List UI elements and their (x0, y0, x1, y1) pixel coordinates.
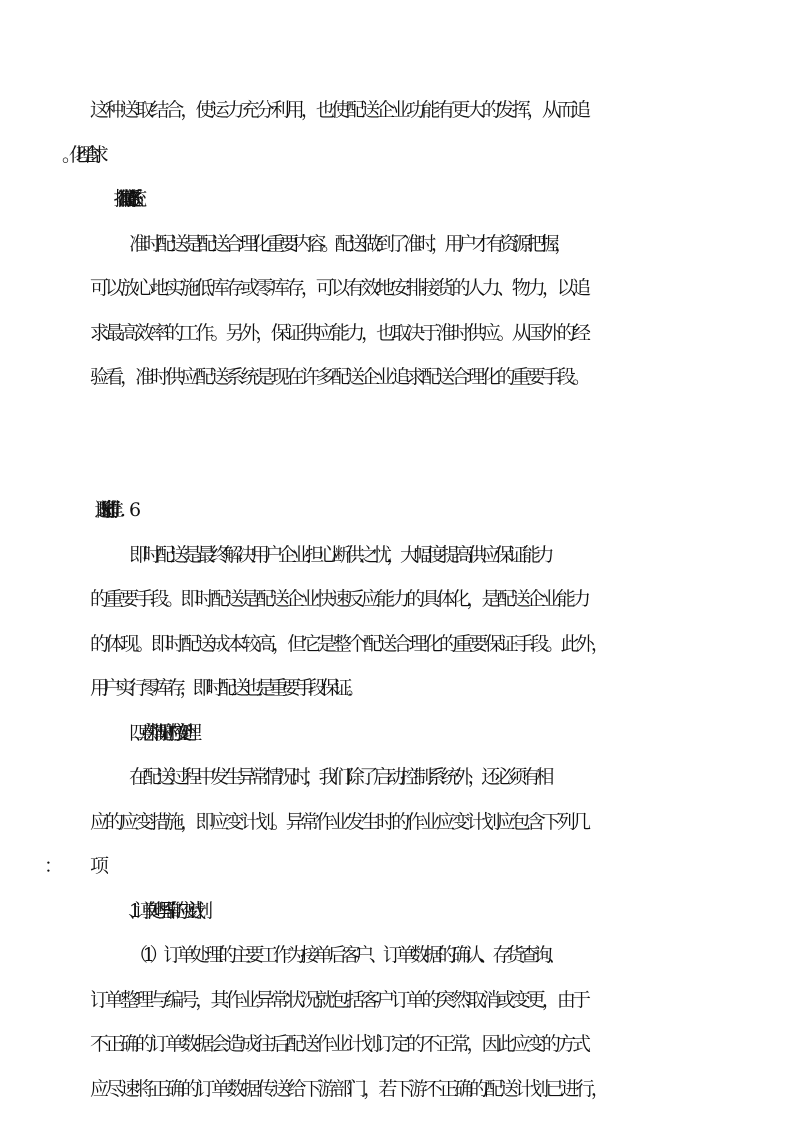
paragraph-line: 的体现。即时配送成本较高，但它是整个配送合理化的重要保证手段。此外， (90, 633, 607, 655)
paragraph-line (0, 137, 793, 173)
paragraph-line (0, 848, 793, 884)
paragraph-line: 应的应变措施，即应变计划。异常作业发生时的作业应变计划应包含下列几 (90, 811, 588, 833)
paragraph-line: 的重要手段。即时配送是配送企业快速反应能力的具体化，是配送企业能力 (90, 588, 588, 610)
paragraph-line: （1）订单处理的主要工作为接单后客户、订单数据的确认、存货查询、 (129, 944, 562, 966)
section-heading: 四、意外情况时的应变处理 (129, 722, 189, 744)
section-heading: 1、订单处理异常的应变计划 (129, 900, 201, 922)
paragraph-line: 即时配送是最终解决用户企业担心断供之忧，大幅度提高供应保证能力 (129, 544, 550, 566)
paragraph-line: 可以放心地实施低库存或零库存，可以有效地安排接货的人力、物力，以追 (90, 277, 588, 299)
paragraph-line: 不正确的订单数据会造成往后配送作业计划订定的不正常，因此应变的方式 (90, 1033, 588, 1055)
paragraph-line: 应尽速将正确的订单数据传送给下游部门，若下游不正确的配送计划已进行， (90, 1078, 607, 1100)
paragraph-line: 在配送过程中发生异常情况时，我们除了启动控制系统外，还必须有相 (129, 766, 550, 788)
paragraph-line: 验看，准时供应配送系统是现在许多配送企业追求配送合理化的重要手段。 (90, 366, 588, 388)
paragraph-line: 订单整理与编号，其作业异常状况就包括客户订单的突然取消或变更，由于 (90, 989, 588, 1011)
paragraph-line: 求最高效率的工作。另外，保证供应能力，也取决于准时供应。从国外的经 (90, 322, 588, 344)
paragraph-line: 这种送取结合，使运力充分利用，也使配送企业功能有更大的发挥，从而追 (90, 99, 588, 121)
section-heading (0, 492, 793, 528)
paragraph-line: 用户实行零库存，即时配送也是重要手段保证。 (90, 677, 360, 699)
section-heading: 5.推行准时配送系统 (129, 188, 131, 210)
paragraph-line: 准时配送是配送合理化重要内容。配送做到了准时，用户才有资源把握， (129, 233, 569, 255)
